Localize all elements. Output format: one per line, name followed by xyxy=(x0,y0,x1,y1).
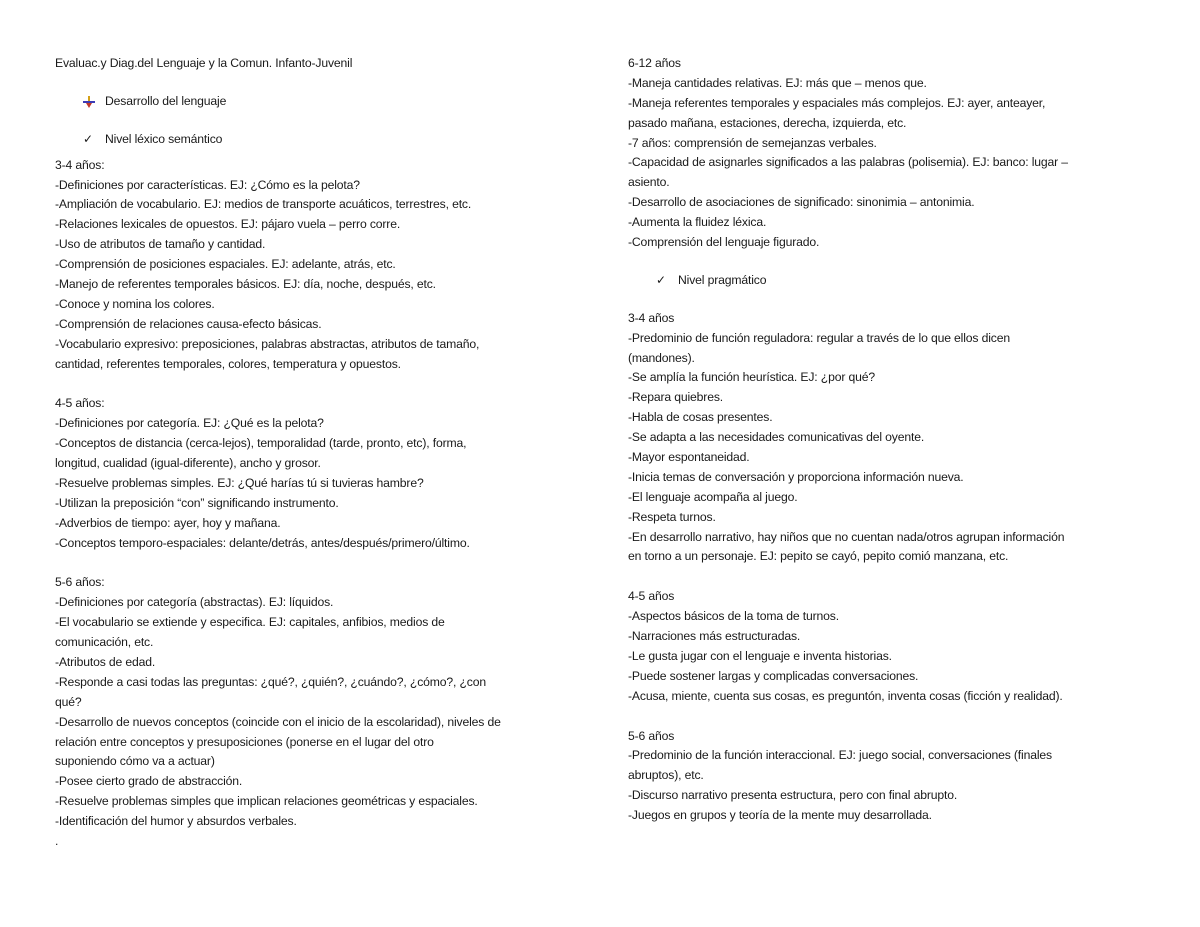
text-line: -Discurso narrativo presenta estructura, pero con final abrupto. xyxy=(628,788,958,803)
section-heading: 3-4 años: xyxy=(55,157,105,172)
text-line: abruptos), etc. xyxy=(628,768,704,783)
text-line: -Definiciones por características. EJ: ¿Cómo es la pelota? xyxy=(55,177,360,192)
section-5-6 xyxy=(55,573,585,851)
text-line: comunicación, etc. xyxy=(55,635,154,650)
text-line: -Comprensión de posiciones espaciales. EJ: adelante, atrás, etc. xyxy=(55,257,396,272)
text-line: -Puede sostener largas y complicadas conversaciones. xyxy=(628,668,919,683)
text-line: qué? xyxy=(55,694,82,709)
section-heading: 3-4 años xyxy=(628,310,675,325)
text-line: -Aspectos básicos de la toma de turnos. xyxy=(628,609,839,624)
section-heading: 6-12 años xyxy=(628,56,681,70)
bullet-desarrollo-lenguaje xyxy=(83,92,585,112)
text-line: -Conoce y nomina los colores. xyxy=(55,296,215,311)
section-heading: 5-6 años: xyxy=(55,575,105,590)
text-line: pasado mañana, estaciones, derecha, izquierda, etc. xyxy=(628,115,907,130)
section-6-12 xyxy=(628,54,1153,253)
text-line: -Uso de atributos de tamaño y cantidad. xyxy=(55,237,266,252)
text-line: -Repara quiebres. xyxy=(628,390,724,405)
section-heading: 4-5 años: xyxy=(55,396,105,411)
text-line: -Relaciones lexicales de opuestos. EJ: pájaro vuela – perro corre. xyxy=(55,217,401,232)
text-line: -Aumenta la fluidez léxica. xyxy=(628,215,767,230)
text-line: -Comprensión de relaciones causa-efecto básicas. xyxy=(55,316,322,331)
text-line: -Resuelve problemas simples que implican relaciones geométricas y espaciales. xyxy=(55,794,478,809)
text-line: -Se amplía la función heurística. EJ: ¿por qué? xyxy=(628,370,875,385)
text-line: -Respeta turnos. xyxy=(628,509,716,524)
text-line: -Predominio de la función interaccional. EJ: juego social, conversaciones (finales xyxy=(628,748,1052,763)
text-line: -Conceptos temporo-espaciales: delante/detrás, antes/después/primero/último. xyxy=(55,535,470,550)
right-column xyxy=(628,54,1153,826)
text-line: -Predominio de función reguladora: regular a través de lo que ellos dicen xyxy=(628,330,1010,345)
text-line: -Acusa, miente, cuenta sus cosas, es preguntón, inventa cosas (ficción y realidad). xyxy=(628,688,1063,703)
text-line: . xyxy=(55,833,59,848)
section-pragmatico-5-6 xyxy=(628,727,1153,826)
text-line: en torno a un personaje. EJ: pepito se cayó, pepito comió manzana, etc. xyxy=(628,549,1009,564)
text-line: -Desarrollo de asociaciones de significado: sinonimia – antonimia. xyxy=(628,195,975,210)
text-line: -Responde a casi todas las preguntas: ¿qué?, ¿quién?, ¿cuándo?, ¿cómo?, ¿con xyxy=(55,674,486,689)
checkmark-icon: ✓ xyxy=(83,131,93,146)
text-line: -Posee cierto grado de abstracción. xyxy=(55,774,243,789)
text-line: longitud, cualidad (igual-diferente), ancho y grosor. xyxy=(55,456,321,471)
bullet-label: Nivel léxico semántico xyxy=(105,131,223,146)
text-line: -El vocabulario se extiende y especifica. EJ: capitales, anfibios, medios de xyxy=(55,615,445,630)
document-title: Evaluac.y Diag.del Lenguaje y la Comun. Infanto-Juvenil xyxy=(55,56,353,70)
section-heading: 4-5 años xyxy=(628,589,675,604)
text-line: -Narraciones más estructuradas. xyxy=(628,629,801,644)
text-line: -Manejo de referentes temporales básicos. EJ: día, noche, después, etc. xyxy=(55,277,436,292)
text-line: -Juegos en grupos y teoría de la mente muy desarrollada. xyxy=(628,808,932,823)
left-column xyxy=(55,54,585,852)
text-line: -En desarrollo narrativo, hay niños que no cuentan nada/otros agrupan información xyxy=(628,529,1065,544)
text-line: -Resuelve problemas simples. EJ: ¿Qué harías tú si tuvieras hambre? xyxy=(55,475,424,490)
text-line: -Ampliación de vocabulario. EJ: medios de transporte acuáticos, terrestres, etc. xyxy=(55,197,472,212)
text-line: -Habla de cosas presentes. xyxy=(628,410,773,425)
bullet-nivel-lexico xyxy=(83,130,585,150)
section-heading: 5-6 años xyxy=(628,728,675,743)
text-line: -7 años: comprensión de semejanzas verbales. xyxy=(628,135,877,150)
text-line: -Le gusta jugar con el lenguaje e inventa historias. xyxy=(628,648,892,663)
text-line: -Inicia temas de conversación y proporciona información nueva. xyxy=(628,469,964,484)
checkmark-icon: ✓ xyxy=(656,272,666,287)
text-line: asiento. xyxy=(628,175,670,190)
section-pragmatico-3-4 xyxy=(628,309,1153,568)
text-line: -Comprensión del lenguaje figurado. xyxy=(628,235,820,250)
text-line: -Desarrollo de nuevos conceptos (coincide con el inicio de la escolaridad), niveles de xyxy=(55,714,501,729)
text-line: suponiendo cómo va a actuar) xyxy=(55,754,215,769)
bullet-label: Nivel pragmático xyxy=(678,272,767,287)
section-pragmatico-4-5 xyxy=(628,587,1153,706)
text-line: -El lenguaje acompaña al juego. xyxy=(628,489,798,504)
section-3-4 xyxy=(55,156,585,375)
text-line: -Capacidad de asignarles significados a las palabras (polisemia). EJ: banco: lugar – xyxy=(628,155,1068,170)
text-line: -Utilizan la preposición “con” significando instrumento. xyxy=(55,495,339,510)
text-line: -Vocabulario expresivo: preposiciones, palabras abstractas, atributos de tamaño, xyxy=(55,336,480,351)
text-line: -Definiciones por categoría (abstractas). EJ: líquidos. xyxy=(55,595,334,610)
arrow-bullet-icon xyxy=(83,95,105,109)
text-line: -Maneja referentes temporales y espaciales más complejos. EJ: ayer, anteayer, xyxy=(628,95,1046,110)
text-line: (mandones). xyxy=(628,350,695,365)
text-line: -Atributos de edad. xyxy=(55,654,156,669)
text-line: cantidad, referentes temporales, colores, temperatura y opuestos. xyxy=(55,356,401,371)
text-line: relación entre conceptos y presuposiciones (ponerse en el lugar del otro xyxy=(55,734,434,749)
bullet-nivel-pragmatico xyxy=(656,271,1153,291)
bullet-label: Desarrollo del lenguaje xyxy=(105,93,227,108)
text-line: -Se adapta a las necesidades comunicativas del oyente. xyxy=(628,430,925,445)
text-line: -Adverbios de tiempo: ayer, hoy y mañana. xyxy=(55,515,281,530)
text-line: -Maneja cantidades relativas. EJ: más que – menos que. xyxy=(628,75,927,90)
text-line: -Definiciones por categoría. EJ: ¿Qué es la pelota? xyxy=(55,416,324,431)
text-line: -Identificación del humor y absurdos verbales. xyxy=(55,814,297,829)
section-4-5 xyxy=(55,394,585,553)
text-line: -Conceptos de distancia (cerca-lejos), temporalidad (tarde, pronto, etc), forma, xyxy=(55,436,467,451)
text-line: -Mayor espontaneidad. xyxy=(628,450,750,465)
